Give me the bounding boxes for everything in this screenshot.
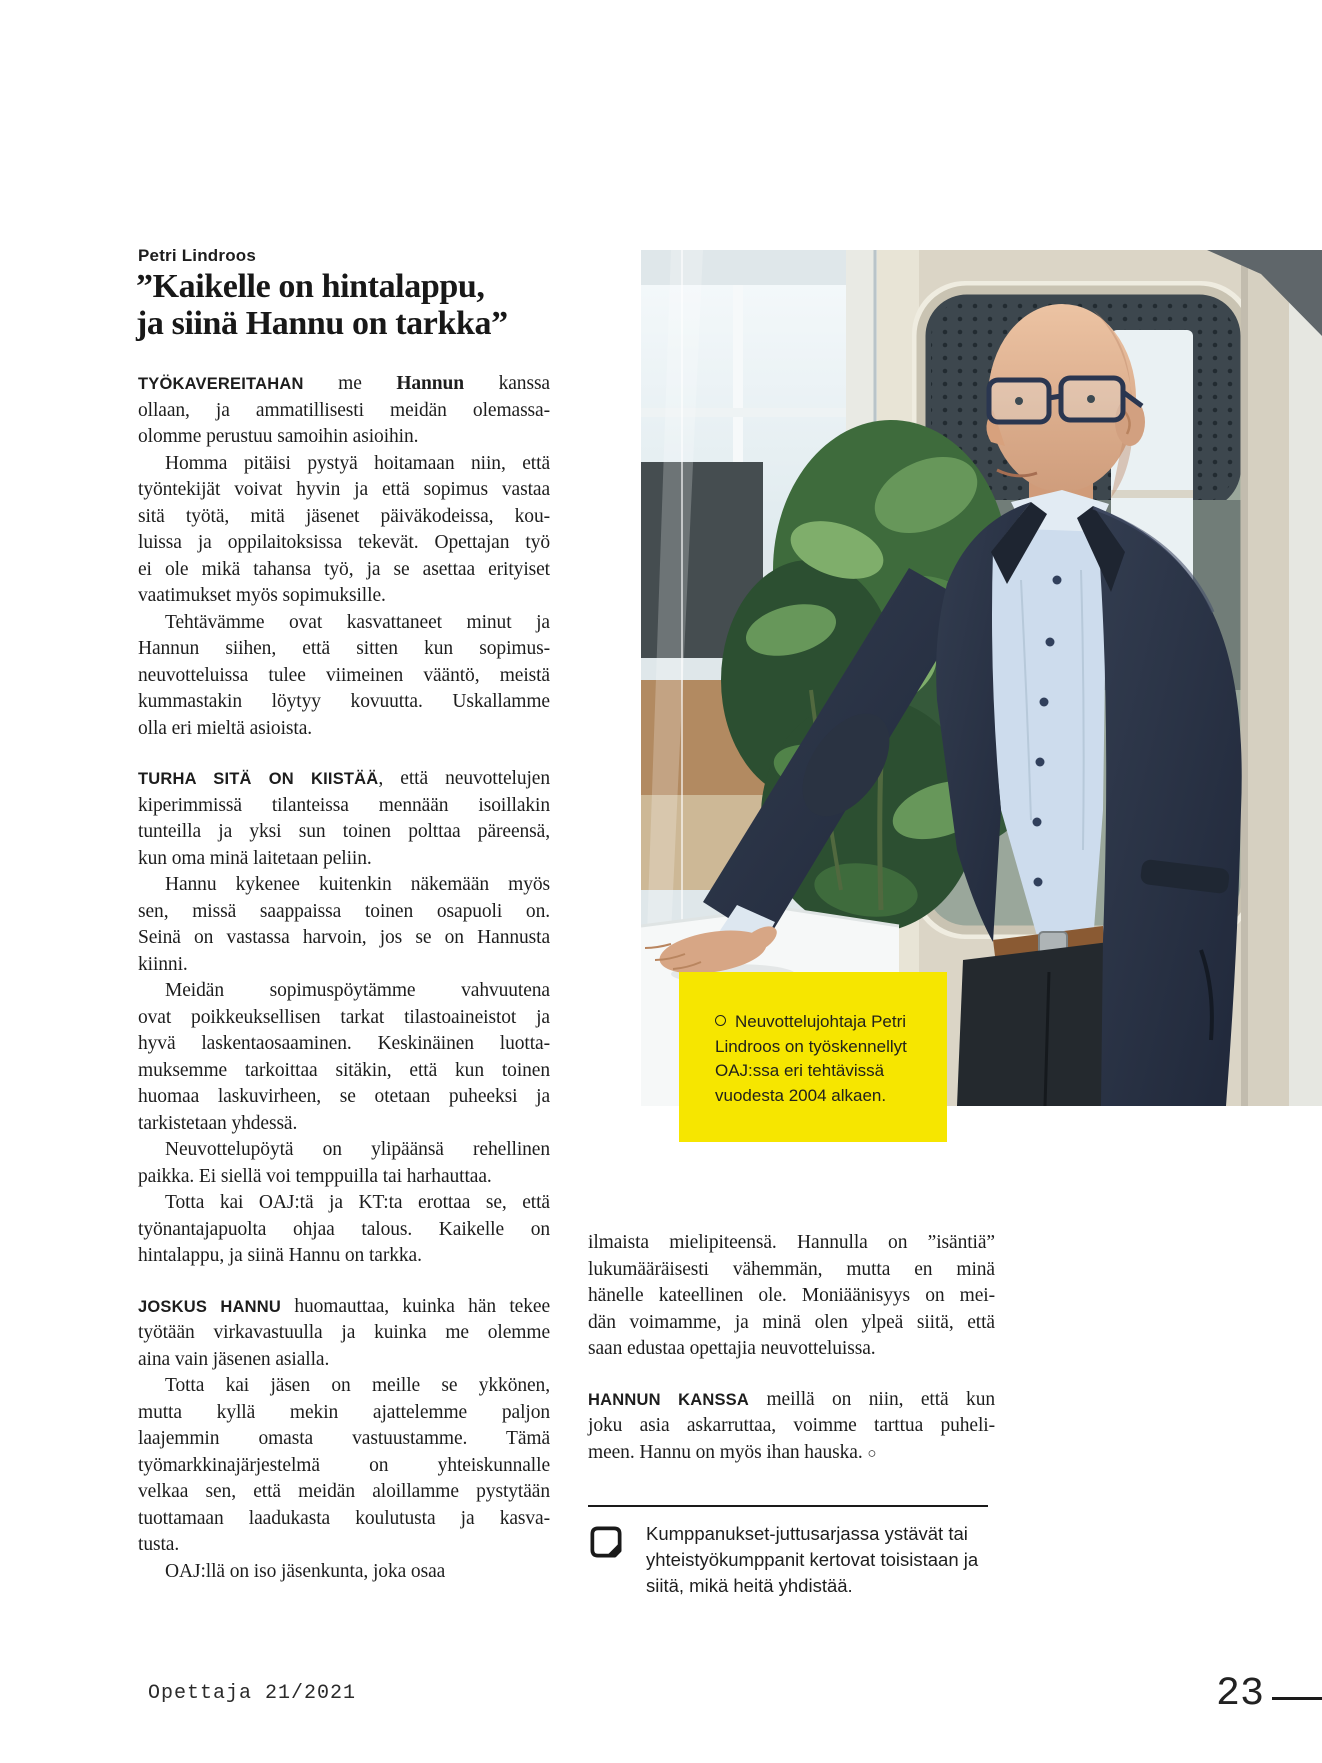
text-line: OAJ:llä on iso jäsenkunta, joka osaa: [165, 1560, 446, 1582]
text-line: Meidän sopimuspöytämme vahvuutena: [165, 980, 550, 1001]
article-kicker: Petri Lindroos: [138, 246, 257, 265]
note-line: Kumppanukset-juttusarjassa ystävät tai: [646, 1523, 968, 1544]
paragraph: [138, 872, 550, 978]
text-line: olomme perustuu samoihin asioihin.: [138, 426, 419, 447]
article-column-right: [588, 1230, 995, 1467]
folio-issue: Opettaja 21/2021: [148, 1682, 357, 1705]
page-number: 23: [1216, 1672, 1265, 1717]
text-line: meen. Hannu on myös ihan hauska. ○: [588, 1441, 877, 1463]
paragraph: [138, 1190, 550, 1270]
paragraph: [138, 371, 550, 451]
caption-line: vuodesta 2004 alkaen.: [715, 1085, 887, 1105]
text-line: olla eri mieltä asioista.: [138, 717, 313, 739]
note-icon: [588, 1524, 624, 1560]
text-line: vaatimukset myös sopimuksille.: [138, 585, 386, 606]
text-line: Hannu kykenee kuitenkin näkemään myös: [165, 874, 550, 895]
text-line: paikka. Ei siellä voi temppuilla tai harhauttaa.: [138, 1165, 492, 1187]
caption-marker-icon: [715, 1015, 726, 1026]
article-column-left: [138, 371, 550, 1585]
text-line: ei ole mikä tahansa työ, ja se asettaa erityiset: [138, 558, 550, 580]
text-line: JOSKUS HANNU huomauttaa, kuinka hän tekee: [138, 1295, 551, 1317]
text-line: dän voimamme, ja minä olen ylpeä siitä, että: [588, 1311, 995, 1333]
headline-line-1: ”Kaikelle on hintalappu,: [136, 268, 485, 305]
caption-line: Neuvottelujohtaja Petri: [715, 1010, 929, 1035]
text-line: aina vain jäsenen asialla.: [138, 1348, 330, 1370]
note-line: yhteistyökumppanit kertovat toisistaan ja: [646, 1549, 979, 1570]
text-line: muksemme tarkoittaa sitäkin, että kun toinen: [138, 1059, 550, 1081]
note-divider: [588, 1505, 988, 1507]
text-line: sitä työtä, mitä jäsenet päiväkodeissa, kou-: [138, 505, 550, 527]
paragraph: [138, 451, 550, 610]
text-line: huomaa laskuvirheen, se otetaan puheeksi ja: [138, 1086, 550, 1107]
text-line: ovat poikkeuksellisen tarkat tilastoaineistot ja: [138, 1006, 550, 1028]
paragraph: [138, 978, 550, 1137]
paragraph: [138, 1559, 550, 1586]
text-line: mutta kyllä mekin ajattelemme paljon: [138, 1401, 550, 1423]
text-line: Tehtävämme ovat kasvattaneet minut ja: [165, 611, 550, 633]
text-line: hänelle kateellinen ole. Moniäänisyys on mei-: [588, 1285, 995, 1306]
text-line: tarkistetaan yhdessä.: [138, 1112, 298, 1134]
text-line: ilmaista mielipiteensä. Hannulla on ”isäntiä”: [588, 1232, 995, 1253]
text-line: lukumääräisesti vähemmän, mutta en minä: [588, 1258, 995, 1280]
text-line: laajemmin omasta vastuustamme. Tämä: [138, 1428, 550, 1449]
text-line: saan edustaa opettajia neuvotteluissa.: [588, 1338, 876, 1359]
text-line: hyvä laskentaosaaminen. Keskinäinen luotta-: [138, 1033, 550, 1054]
text-line: TURHA SITÄ ON KIISTÄÄ, että neuvottelujen: [138, 768, 550, 789]
paragraph: [588, 1230, 995, 1363]
text-line: Homma pitäisi pystyä hoitamaan niin, että: [165, 452, 550, 474]
text-line: työmarkkinajärjestelmä on yhteiskunnalle: [138, 1454, 550, 1476]
photo-caption: [679, 972, 947, 1142]
text-line: kiinni.: [138, 953, 188, 975]
text-line: kiperimmissä tilanteissa mennään isoillakin: [138, 794, 550, 816]
text-line: Hannun siihen, että sitten kun sopimus-: [138, 638, 550, 659]
text-line: velkaa sen, että meidän aloillamme pystytään: [138, 1481, 550, 1502]
page-number-rule: [1272, 1697, 1322, 1700]
text-line: kun oma minä laitetaan peliin.: [138, 847, 372, 869]
paragraph: [138, 1294, 550, 1374]
caption-line: Lindroos on työskennellyt: [715, 1036, 907, 1056]
text-line: sen, missä saappaissa toinen osapuoli on.: [138, 900, 550, 922]
text-line: työtään virkavastuulla ja kuinka me olemme: [138, 1322, 550, 1343]
text-line: työntekijät voivat hyvin ja että sopimus vastaa: [138, 479, 550, 500]
text-line: Neuvottelupöytä on ylipäänsä rehellinen: [165, 1139, 550, 1160]
text-line: tunteilla ja yksi sun toinen polttaa päreensä,: [138, 821, 550, 842]
text-line: HANNUN KANSSA meillä on niin, että kun: [588, 1388, 995, 1410]
text-line: luissa ja oppilaitoksissa tekevät. Opettajan työ: [138, 532, 550, 553]
paragraph: [138, 1137, 550, 1190]
headline-line-2: ja siinä Hannu on tarkka”: [136, 305, 508, 342]
text-line: Seinä on vastassa harvoin, jos se on Hannusta: [138, 927, 550, 948]
text-line: TYÖKAVEREITAHAN me Hannun kanssa: [138, 373, 550, 394]
paragraph: [588, 1387, 995, 1468]
text-line: hintalappu, ja siinä Hannu on tarkka.: [138, 1245, 422, 1266]
text-line: työnantajapuolta ohjaa talous. Kaikelle on: [138, 1218, 550, 1240]
note-text: [646, 1521, 996, 1599]
text-line: Totta kai OAJ:tä ja KT:ta erottaa se, että: [165, 1192, 550, 1213]
text-line: joku asia askarruttaa, voimme tarttua puheli-: [588, 1415, 995, 1436]
glasses: [989, 378, 1142, 422]
caption-line: OAJ:ssa eri tehtävissä: [715, 1061, 885, 1080]
note-line: siitä, mikä heitä yhdistää.: [646, 1575, 853, 1596]
text-line: tuottamaan laadukasta koulutusta ja kasva-: [138, 1507, 550, 1529]
article-headline: [136, 268, 508, 342]
paragraph: [138, 1373, 550, 1559]
text-line: tusta.: [138, 1534, 180, 1555]
text-line: kummastakin löytyy kovuutta. Uskallamme: [138, 691, 550, 712]
text-line: Totta kai jäsen on meille se ykkönen,: [165, 1375, 550, 1396]
text-line: ollaan, ja ammatillisesti meidän olemassa-: [138, 399, 550, 421]
paragraph: [138, 610, 550, 743]
sticky-note-icon: [588, 1524, 624, 1560]
paragraph: [138, 766, 550, 872]
text-line: neuvotteluissa tulee viimeinen vääntö, meistä: [138, 664, 550, 686]
